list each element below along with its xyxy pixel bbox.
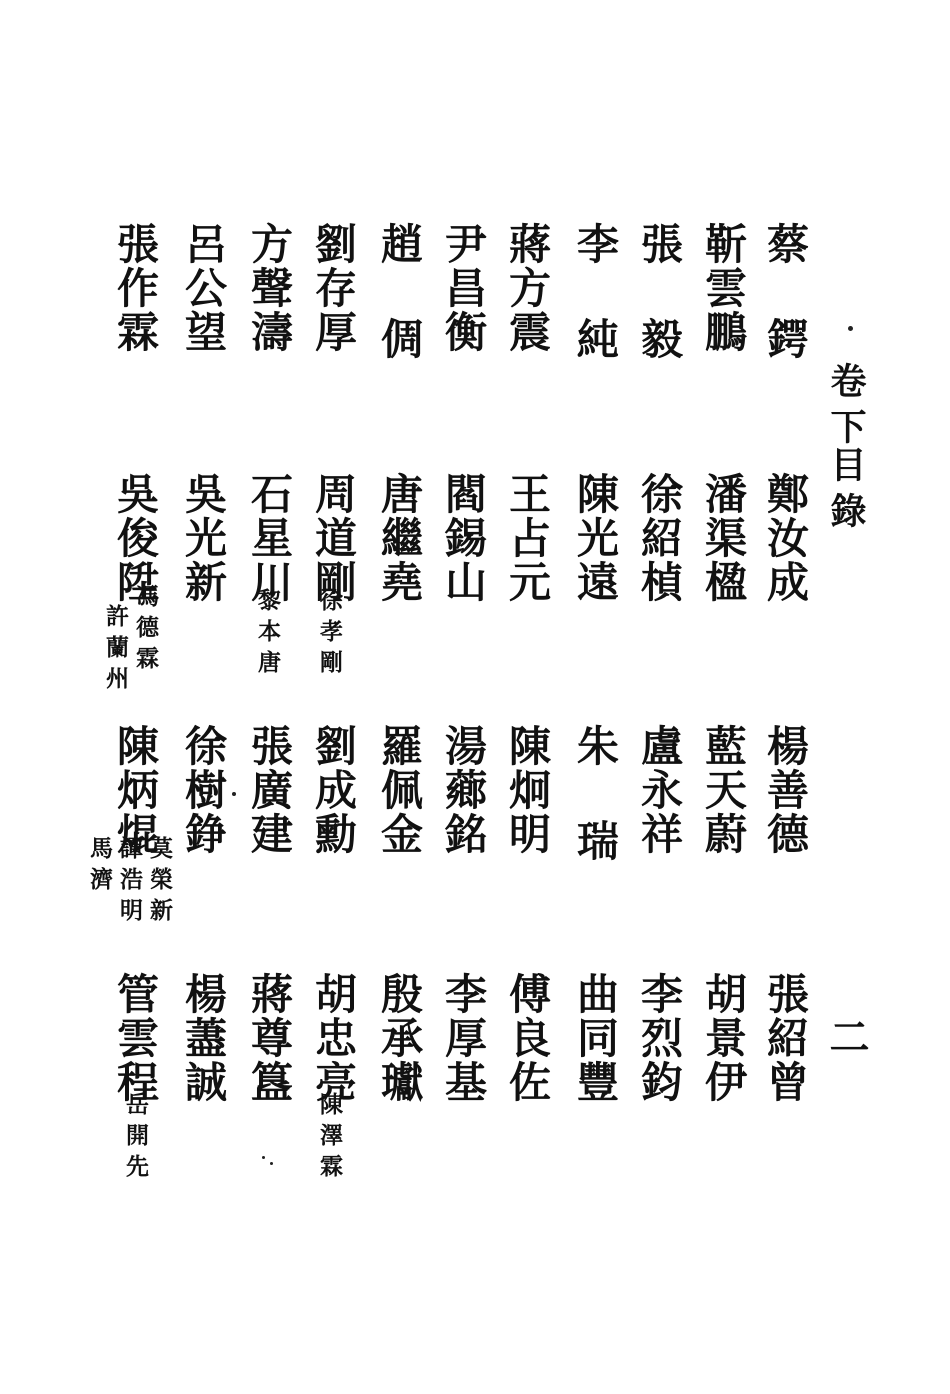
- name-entry: 胡忠亮: [309, 972, 358, 1104]
- name-entry: 蔣尊簋: [245, 972, 294, 1104]
- name-entry: 尹昌衡: [439, 222, 488, 354]
- volume-label: 卷下: [825, 362, 867, 454]
- name-entry: 李 純: [571, 222, 620, 361]
- name-entry: 楊善德: [761, 724, 810, 856]
- name-entry: 趙 倜: [375, 222, 424, 361]
- annotation-name: 譚浩明: [116, 836, 143, 929]
- name-entry: 李厚基: [439, 972, 488, 1104]
- name-entry: 張紹曾: [761, 972, 810, 1104]
- name-entry: 呂公望: [179, 222, 228, 354]
- name-entry: 李烈鈞: [635, 972, 684, 1104]
- name-entry: 張廣建: [245, 724, 294, 856]
- name-entry: 潘渠楹: [699, 472, 748, 604]
- name-entry: 張 毅: [635, 222, 684, 361]
- name-entry: 劉存厚: [309, 222, 358, 354]
- name-entry: 閻錫山: [439, 472, 488, 604]
- ink-dot: [848, 326, 853, 331]
- name-entry: 靳雲鵬: [699, 222, 748, 354]
- ink-dot: [270, 1162, 273, 1165]
- name-entry: 盧永祥: [635, 724, 684, 856]
- name-entry: 陳光遠: [571, 472, 620, 604]
- name-entry: 唐繼堯: [375, 472, 424, 604]
- name-entry: 湯薌銘: [439, 724, 488, 856]
- name-entry: 管雲程: [111, 972, 160, 1104]
- name-entry: 陳炳焜: [111, 724, 160, 856]
- name-entry: 張作霖: [111, 222, 160, 354]
- name-entry: 羅佩金: [375, 724, 424, 856]
- annotation-name: 莫榮新: [146, 836, 173, 929]
- page-number: 二: [823, 1016, 870, 1056]
- name-entry: 殷承瓛: [375, 972, 424, 1104]
- annotation-name: 馬濟: [86, 836, 113, 898]
- name-entry: 周道剛: [309, 472, 358, 604]
- annotation-name: 黎本唐: [254, 588, 281, 681]
- name-entry: 胡景伊: [699, 972, 748, 1104]
- name-entry: 徐樹錚: [179, 724, 228, 856]
- name-entry: 楊藎誠: [179, 972, 228, 1104]
- name-entry: 王占元: [503, 472, 552, 604]
- name-entry: 方聲濤: [245, 222, 294, 354]
- name-entry: 石星川: [245, 472, 294, 604]
- section-title: 目錄: [825, 446, 867, 538]
- annotation-name: 徐孝剛: [316, 588, 343, 681]
- annotation-name: 岳開先: [122, 1092, 149, 1185]
- name-entry: 蔡 鍔: [761, 222, 810, 361]
- ink-dot: [232, 792, 236, 796]
- annotation-name: 陳澤霖: [316, 1092, 343, 1185]
- ink-dot: [262, 1156, 265, 1159]
- name-entry: 朱 瑞: [571, 724, 620, 863]
- name-entry: 吳光新: [179, 472, 228, 604]
- name-entry: 曲同豐: [571, 972, 620, 1104]
- name-entry: 劉成勳: [309, 724, 358, 856]
- name-entry: 蔣方震: [503, 222, 552, 354]
- annotation-name: 馮德霖: [132, 584, 159, 677]
- name-entry: 吳俊陞: [111, 472, 160, 604]
- name-entry: 傅良佐: [503, 972, 552, 1104]
- name-entry: 陳炯明: [503, 724, 552, 856]
- name-entry: 藍天蔚: [699, 724, 748, 856]
- name-entry: 鄭汝成: [761, 472, 810, 604]
- name-entry: 徐紹楨: [635, 472, 684, 604]
- annotation-name: 許蘭州: [102, 604, 129, 697]
